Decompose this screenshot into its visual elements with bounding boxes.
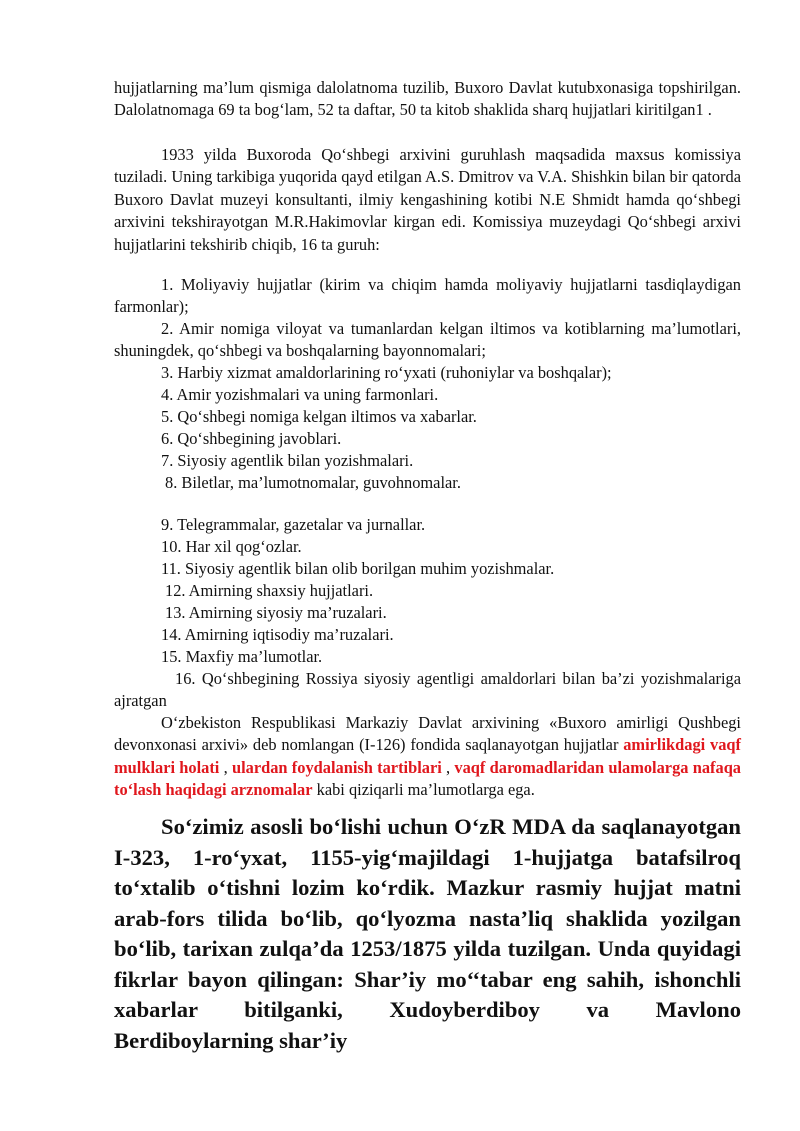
list-item-9: 9. Telegrammalar, gazetalar va jurnallar.	[161, 515, 426, 534]
list-item-14: 14. Amirning iqtisodiy ma’ruzalari.	[161, 625, 394, 644]
list-item-1: 1. Moliyaviy hujjatlar (kirim va chiqim hamda moliyaviy hujjatlarni tasdiqlaydigan farmonlar);	[114, 275, 741, 317]
list-item-10: 10. Har xil qog‘ozlar.	[161, 537, 302, 556]
paragraph-commission-1933: 1933 yilda Buxoroda Qo‘shbegi arxivini guruhlash maqsadida maxsus komissiya tuziladi. Uning tarkibiga yuqorida qayd etilgan A.S. Dmitrov va V.A. Shishkin bilan bir qatorda Buxoro Davlat muzeyi konsultanti, ilmiy kengashining kotibi N.E Shmidt hamda qo‘shbegi arxivini tekshirayotgan M.R.Hakimovlar kirgan edi. Komissiya muzeydagi Qo‘shbegi arxivi hujjatlarini tekshirib chiqib, 16 ta guruh:	[114, 145, 741, 254]
list-item-8: 8. Biletlar, ma’lumotnomalar, guvohnomalar.	[165, 473, 461, 492]
paragraph-central-archive-end: kabi qiziqarli ma’lumotlarga ega.	[312, 780, 535, 800]
paragraph-central-archive-text: O‘zbekiston Respublikasi Markaziy Davlat arxivining «Buxoro amirligi Qushbegi devonxonasi arxivi» deb nomlangan (I-126) fondida saqlanayotgan hujjatlar	[114, 713, 741, 755]
separator-2: ,	[441, 757, 455, 777]
paragraph-central-archive	[114, 712, 741, 802]
list-item-5: 5. Qo‘shbegi nomiga kelgan iltimos va xabarlar.	[161, 407, 477, 426]
list-item-12: 12. Amirning shaxsiy hujjatlari.	[165, 581, 374, 600]
list-item-11: 11. Siyosiy agentlik bilan olib borilgan muhim yozishmalar.	[161, 559, 555, 578]
list-item-4: 4. Amir yozishmalari va uning farmonlari.	[161, 385, 439, 404]
paragraph-document-analysis: So‘zimiz asosli bo‘lishi uchun O‘zR MDA da saqlanayotgan I-323, 1-ro‘yxat, 1155-yig‘majildagi 1-hujjatga batafsilroq to‘xtalib o‘tishni lozim ko‘rdik. Mazkur rasmiy hujjat matni arab-fors tilida bo‘lib, qo‘lyozma nasta’liq shaklida yozilgan bo‘lib, tarixan zulqa’da 1253/1875 yilda tuzilgan. Unda quyidagi fikrlar bayon qilingan: Shar’iy mo‘‘tabar eng sahih, ishonchli xabarlar bitilganki, Xudoyberdiboy va Mavlono Berdiboylarning shar’iy	[114, 814, 741, 1053]
list-item-7: 7. Siyosiy agentlik bilan yozishmalari.	[161, 451, 414, 470]
paragraph-archive-transfer: hujjatlarning ma’lum qismiga dalolatnoma tuzilib, Buxoro Davlat kutubxonasiga topshirilgan. Dalolatnomaga 69 ta bog‘lam, 52 ta daftar, 50 ta kitob shaklida sharq hujjatlari kiritilgan1 .	[114, 78, 741, 120]
highlight-usage-rules: ulardan foydalanish tartiblari	[231, 757, 442, 777]
highlight-petitions: vaqf daromadlaridan ulamolarga nafaqa to‘lash haqidagi arznomalar	[114, 757, 742, 800]
list-item-3: 3. Harbiy xizmat amaldorlarining ro‘yxati (ruhoniylar va boshqalar);	[161, 363, 612, 382]
list-item-6: 6. Qo‘shbegining javoblari.	[161, 429, 342, 448]
separator-1: ,	[219, 757, 232, 777]
list-item-13: 13. Amirning siyosiy ma’ruzalari.	[165, 603, 387, 622]
list-item-15: 15. Maxfiy ma’lumotlar.	[161, 647, 323, 666]
list-item-2: 2. Amir nomiga viloyat va tumanlardan kelgan iltimos va kotiblarning ma’lumotlari, shuningdek, qo‘shbegi va boshqalarning bayonnomalari;	[114, 319, 741, 361]
list-item-16: 16. Qo‘shbegining Rossiya siyosiy agentligi amaldorlari bilan ba’zi yozishmalariga ajratgan	[114, 669, 741, 711]
highlight-waqf-status: amirlikdagi vaqf mulklari holati	[114, 735, 741, 777]
